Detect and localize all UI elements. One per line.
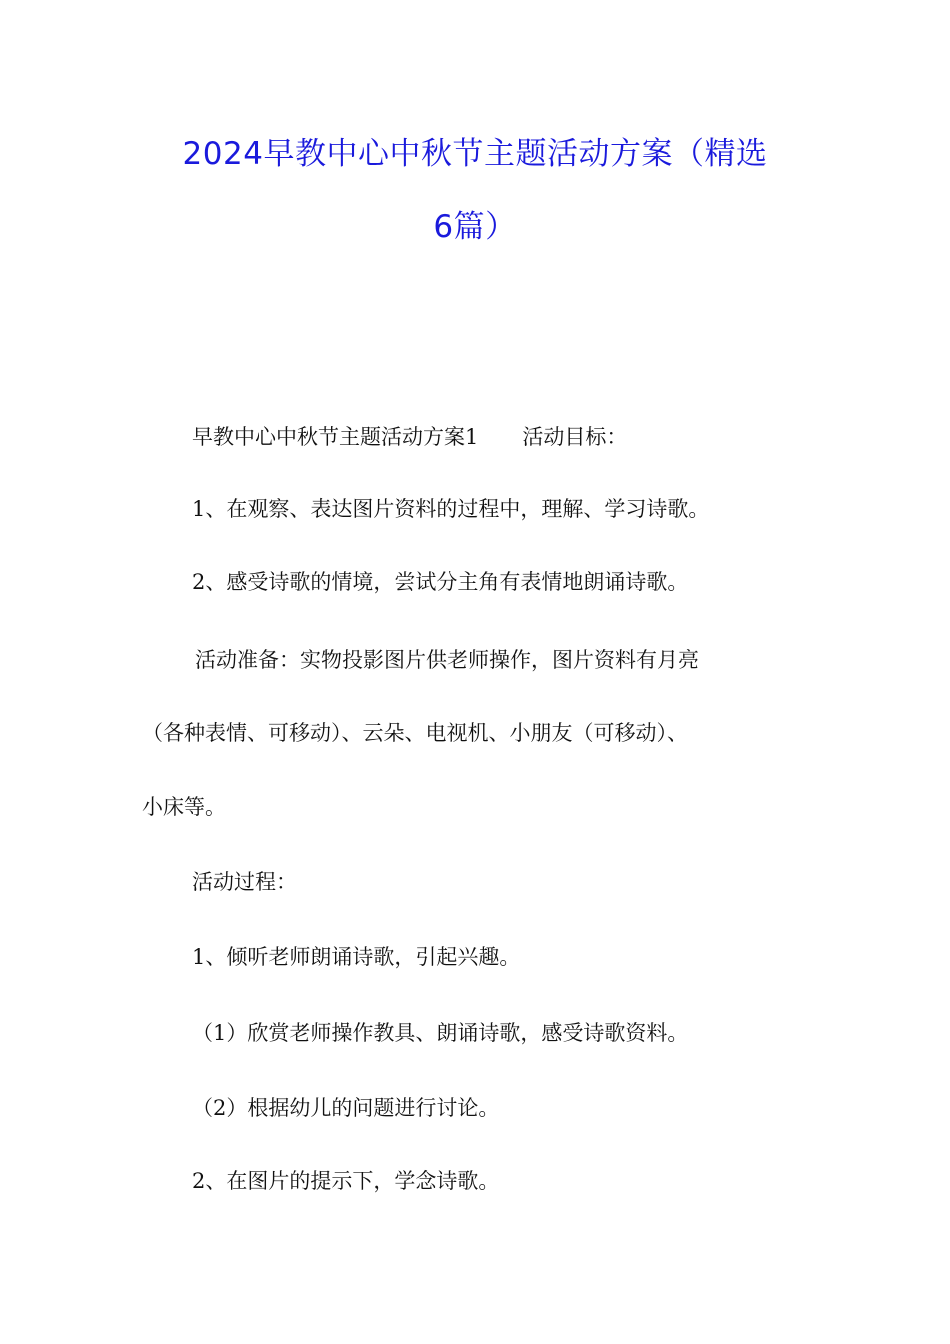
paragraph-process-heading: 活动过程： xyxy=(192,870,297,894)
paragraph-process-step-1-1: （1）欣赏老师操作教具、朗诵诗歌，感受诗歌资料。 xyxy=(192,1021,689,1045)
paragraph-preparation-line-1: 活动准备：实物投影图片供老师操作，图片资料有月亮 xyxy=(195,648,699,672)
paragraph-plan-heading xyxy=(192,422,627,452)
paragraph-goal-1: 1、在观察、表达图片资料的过程中，理解、学习诗歌。 xyxy=(192,497,710,521)
paragraph-process-step-1: 1、倾听老师朗诵诗歌，引起兴趣。 xyxy=(192,945,521,969)
paragraph-preparation-line-3: 小床等。 xyxy=(142,795,226,819)
document-title-line-2: 6篇） xyxy=(433,209,517,245)
activity-goal-label: 活动目标： xyxy=(522,425,628,449)
paragraph-process-step-2: 2、在图片的提示下，学念诗歌。 xyxy=(192,1169,500,1193)
paragraph-process-step-1-2: （2）根据幼儿的问题进行讨论。 xyxy=(192,1096,500,1120)
paragraph-goal-2: 2、感受诗歌的情境，尝试分主角有表情地朗诵诗歌。 xyxy=(192,570,689,594)
document-title-line-1: 2024早教中心中秋节主题活动方案（精选 xyxy=(182,136,768,172)
paragraph-preparation-line-2: （各种表情、可移动）、云朵、电视机、小朋友（可移动）、 xyxy=(142,721,688,745)
plan-heading-text: 早教中心中秋节主题活动方案1 xyxy=(192,425,479,449)
